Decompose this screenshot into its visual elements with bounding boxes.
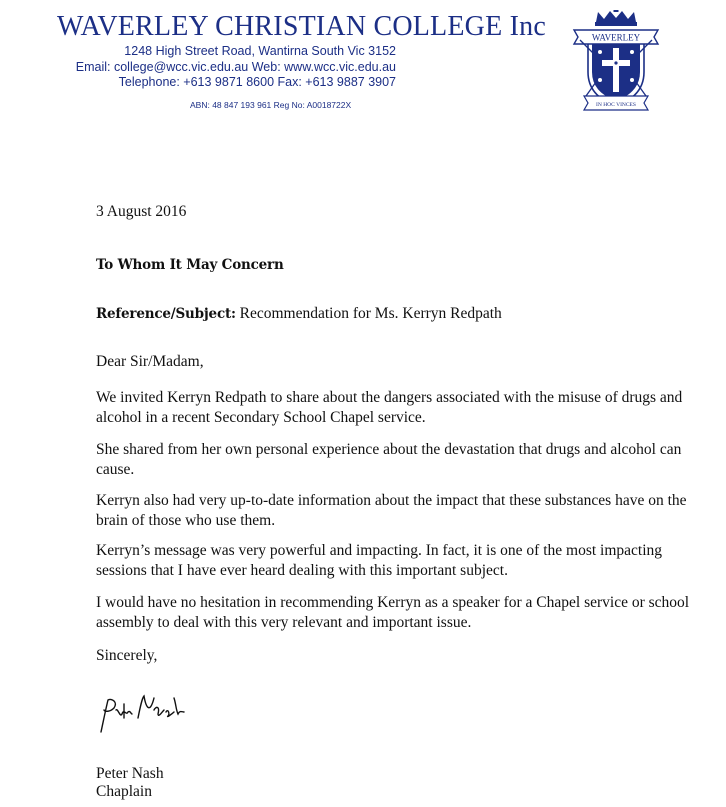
body-paragraph: I would have no hesitation in recommending Kerryn as a speaker for a Chapel service or school assembly to deal with this very relevant and important issue. — [96, 594, 690, 631]
reference-text: Recommendation for Ms. Kerryn Redpath — [235, 305, 502, 322]
greeting: Dear Sir/Madam, — [96, 353, 204, 370]
abn-line: ABN: 48 847 193 961 Reg No: A0018722X — [190, 100, 352, 110]
body-paragraph: She shared from her own personal experience about the devastation that drugs and alcohol can cause. — [96, 441, 682, 478]
letter-date: 3 August 2016 — [96, 203, 187, 220]
reference-label: Reference/Subject: — [96, 306, 236, 322]
body-paragraph: We invited Kerryn Redpath to share about the dangers associated with the misuse of drugs and alcohol in a recent Secondary School Chapel service. — [96, 389, 683, 426]
college-crest-logo — [566, 10, 666, 113]
reference-line — [96, 304, 502, 324]
college-name: WAVERLEY CHRISTIAN COLLEGE Inc — [57, 11, 546, 42]
signature-image — [96, 688, 196, 738]
signer-name: Peter Nash — [96, 765, 164, 782]
closing: Sincerely, — [96, 647, 158, 664]
phone-fax-line: Telephone: +613 9871 8600 Fax: +613 9887 3907 — [118, 75, 396, 89]
signer-title: Chaplain — [96, 783, 152, 800]
contact-block — [76, 44, 396, 91]
crest-motto: IN HOC VINCES — [596, 102, 636, 108]
salutation-header: To Whom It May Concern — [96, 257, 284, 273]
body-paragraph: Kerryn’s message was very powerful and impacting. In fact, it is one of the most impacting sessions that I have ever heard dealing with this important subject. — [96, 542, 663, 579]
crest-banner-text: WAVERLEY — [591, 32, 641, 43]
body-paragraph: Kerryn also had very up-to-date information about the impact that these substances have on the brain of those who use them. — [96, 492, 687, 529]
email-web-line: Email: college@wcc.vic.edu.au Web: www.wcc.vic.edu.au — [75, 59, 396, 74]
address-line: 1248 High Street Road, Wantirna South Vic 3152 — [124, 44, 396, 58]
